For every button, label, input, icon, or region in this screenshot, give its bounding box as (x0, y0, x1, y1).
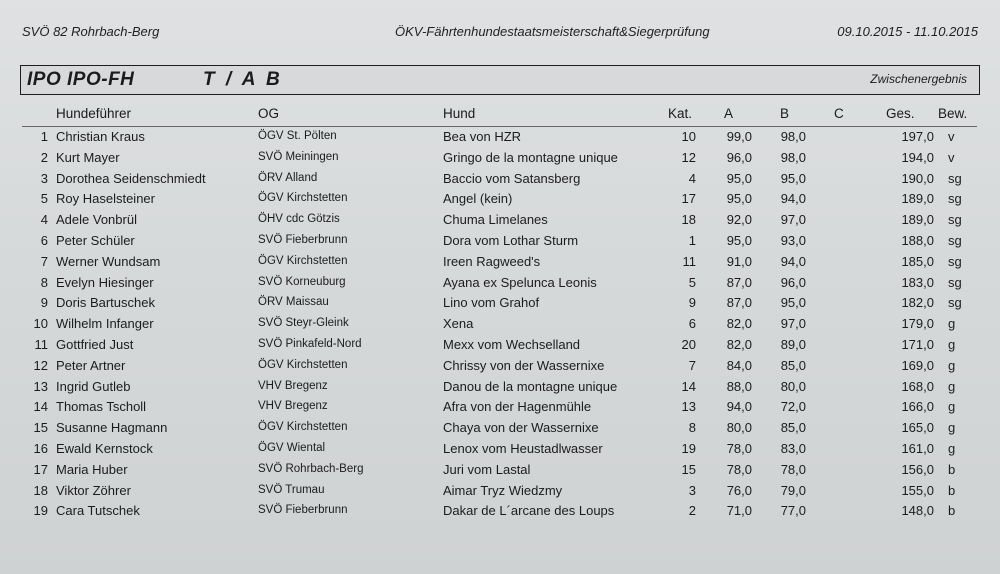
table-row (0, 379, 1000, 400)
category: 12 (681, 149, 696, 165)
dog-name: Mexx vom Wechselland (443, 337, 581, 352)
handler-name: Dorothea Seidenschmiedt (56, 170, 206, 186)
handler-name: Evelyn Hiesinger (56, 274, 154, 290)
score-b: 98,0 (780, 129, 806, 144)
table-row (0, 254, 1000, 275)
handler-name: Thomas Tscholl (56, 399, 147, 415)
col-bew: Bew. (938, 106, 968, 121)
club-og: VHV Bregenz (258, 379, 328, 392)
score-total: 182,0 (901, 295, 934, 311)
club-og: ÖGV St. Pölten (258, 130, 337, 142)
category: 11 (682, 253, 696, 269)
score-b: 85,0 (780, 357, 806, 373)
dog-name: Chaya von der Wassernixe (443, 420, 599, 436)
score-a: 94,0 (726, 399, 752, 415)
dog-name: Ayana ex Spelunca Leonis (443, 274, 597, 290)
rating: g (948, 316, 956, 332)
handler-name: Gottfried Just (56, 337, 134, 352)
score-b: 95,0 (780, 295, 806, 311)
table-row (0, 129, 1000, 150)
category: 13 (681, 399, 696, 415)
score-b: 85,0 (780, 420, 806, 436)
score-b: 97,0 (780, 212, 806, 228)
club-og: ÖGV Wiental (258, 442, 326, 454)
dog-name: Gringo de la montagne unique (443, 149, 618, 165)
rating: g (948, 357, 956, 373)
rank-number: 12 (33, 357, 48, 373)
table-row (0, 191, 1000, 212)
rating: sg (948, 253, 962, 269)
club-og: ÖGV Kirchstetten (258, 421, 348, 434)
category: 19 (681, 441, 696, 456)
club-og: ÖGV Kirchstetten (258, 254, 348, 267)
score-total: 185,0 (901, 253, 934, 269)
handler-name: Susanne Hagmann (56, 420, 168, 436)
score-total: 189,0 (901, 191, 934, 207)
score-total: 169,0 (901, 357, 934, 373)
col-ges: Ges. (886, 106, 915, 121)
rating: g (948, 337, 956, 352)
handler-name: Adele Vonbrül (56, 212, 137, 228)
rank-number: 13 (33, 378, 48, 394)
category: 1 (688, 233, 696, 248)
rank-number: 14 (33, 399, 48, 415)
club-og: VHV Bregenz (258, 400, 328, 413)
score-b: 80,0 (780, 378, 806, 394)
score-a: 95,0 (726, 170, 752, 186)
score-total: 188,0 (901, 233, 934, 248)
dog-name: Danou de la montagne unique (443, 378, 618, 394)
table-row (0, 483, 1000, 504)
col-c: C (834, 106, 844, 121)
score-b: 78,0 (780, 461, 806, 477)
score-b: 94,0 (780, 253, 806, 269)
score-total: 190,0 (901, 170, 934, 186)
score-total: 171,0 (901, 337, 934, 352)
rating: g (948, 399, 956, 415)
table-row (0, 399, 1000, 420)
score-a: 92,0 (726, 212, 752, 228)
rating: g (948, 378, 956, 394)
category: 7 (688, 357, 696, 373)
score-b: 79,0 (780, 482, 806, 498)
handler-name: Peter Schüler (56, 233, 135, 248)
rank-number: 11 (34, 337, 48, 352)
handler-name: Kurt Mayer (56, 149, 120, 165)
score-b: 98,0 (780, 149, 806, 165)
score-b: 77,0 (780, 503, 806, 519)
handler-name: Ingrid Gutleb (56, 378, 131, 394)
col-og: OG (258, 106, 280, 121)
club-og: SVÖ Pinkafeld-Nord (258, 338, 362, 350)
table-row (0, 503, 1000, 524)
result-status: Zwischenergebnis (870, 72, 967, 86)
col-kat: Kat. (668, 106, 693, 121)
score-b: 93,0 (780, 233, 806, 248)
table-row (0, 295, 1000, 316)
score-b: 83,0 (780, 441, 806, 456)
table-row (0, 275, 1000, 296)
dog-name: Lenox vom Heustadlwasser (443, 441, 603, 456)
score-a: 95,0 (726, 233, 752, 248)
score-total: 161,0 (901, 441, 934, 456)
category: 2 (688, 503, 696, 519)
club-og: SVÖ Steyr-Gleink (258, 317, 349, 330)
table-row (0, 316, 1000, 337)
dog-name: Juri vom Lastal (443, 461, 531, 477)
score-total: 165,0 (901, 420, 934, 436)
dog-name: Lino vom Grahof (443, 295, 540, 311)
category: 3 (688, 482, 696, 498)
score-a: 76,0 (726, 482, 752, 498)
table-row (0, 171, 1000, 192)
dog-name: Angel (kein) (443, 191, 513, 207)
category: 14 (681, 378, 696, 394)
col-a: A (724, 106, 734, 121)
score-total: 168,0 (901, 378, 934, 394)
category: 6 (688, 316, 696, 332)
score-a: 78,0 (726, 461, 752, 477)
score-b: 96,0 (780, 274, 806, 290)
rating: sg (948, 170, 962, 186)
table-row (0, 337, 1000, 358)
club-og: SVÖ Rohrbach-Berg (258, 462, 364, 475)
handler-name: Christian Kraus (56, 129, 145, 144)
rating: g (948, 420, 956, 436)
rank-number: 18 (33, 482, 48, 498)
dog-name: Chrissy von der Wassernixe (443, 357, 605, 373)
table-row (0, 420, 1000, 441)
club-og: SVÖ Fieberbrunn (258, 234, 348, 246)
table-row (0, 441, 1000, 462)
class-title-box (20, 65, 980, 95)
score-total: 179,0 (901, 316, 934, 332)
rank-number: 5 (40, 191, 48, 207)
class-title: IPO IPO-FH (27, 69, 135, 90)
rating: b (948, 503, 956, 519)
club-og: ÖGV Kirchstetten (258, 192, 348, 205)
category: 9 (688, 295, 696, 311)
club-og: ÖHV cdc Götzis (258, 213, 340, 226)
score-total: 194,0 (901, 149, 934, 165)
score-b: 89,0 (780, 337, 806, 352)
col-dog: Hund (443, 106, 476, 121)
group-title: T / A B (203, 69, 283, 90)
handler-name: Maria Huber (56, 461, 128, 477)
handler-name: Doris Bartuschek (56, 295, 155, 311)
score-a: 82,0 (726, 316, 752, 332)
category: 15 (681, 461, 696, 477)
score-total: 148,0 (901, 503, 934, 519)
table-row (0, 233, 1000, 254)
rating: sg (948, 191, 962, 207)
rating: v (948, 129, 955, 144)
rating: v (948, 149, 955, 165)
score-total: 166,0 (901, 399, 934, 415)
handler-name: Peter Artner (56, 357, 126, 373)
category: 20 (681, 337, 696, 352)
table-row (0, 358, 1000, 379)
event-title: ÖKV-Fährtenhundestaatsmeisterschaft&Siegerprüfung (395, 24, 710, 39)
score-total: 189,0 (901, 212, 934, 228)
handler-name: Viktor Zöhrer (56, 482, 131, 498)
club-og: ÖRV Maissau (258, 296, 329, 309)
club-name: SVÖ 82 Rohrbach-Berg (22, 24, 160, 39)
rating: sg (948, 295, 962, 311)
rank-number: 4 (40, 212, 48, 228)
handler-name: Ewald Kernstock (56, 441, 153, 456)
score-total: 156,0 (901, 461, 934, 477)
rank-number: 16 (33, 441, 48, 456)
score-a: 71,0 (726, 503, 752, 519)
score-a: 95,0 (726, 191, 752, 207)
dog-name: Baccio vom Satansberg (443, 170, 581, 186)
dog-name: Dakar de L´arcane des Loups (443, 503, 615, 519)
rank-number: 15 (33, 420, 48, 436)
score-a: 96,0 (726, 149, 752, 165)
score-a: 78,0 (726, 441, 752, 456)
rank-number: 10 (33, 316, 48, 332)
score-total: 197,0 (901, 129, 934, 144)
header-rule (22, 126, 977, 127)
rank-number: 3 (40, 170, 48, 186)
handler-name: Cara Tutschek (56, 503, 140, 519)
score-b: 95,0 (780, 170, 806, 186)
category: 10 (681, 129, 696, 144)
rating: sg (948, 212, 962, 228)
handler-name: Wilhelm Infanger (56, 316, 154, 332)
dog-name: Afra von der Hagenmühle (443, 399, 592, 415)
score-a: 82,0 (726, 337, 752, 352)
club-og: SVÖ Meiningen (258, 150, 339, 163)
club-og: SVÖ Trumau (258, 483, 325, 496)
col-b: B (780, 106, 790, 121)
rating: b (948, 461, 956, 477)
score-b: 72,0 (780, 399, 806, 415)
rank-number: 19 (33, 503, 48, 519)
handler-name: Roy Haselsteiner (56, 191, 155, 207)
rating: g (948, 441, 956, 456)
dog-name: Chuma Limelanes (443, 212, 548, 228)
category: 17 (681, 191, 696, 207)
rating: b (948, 482, 956, 498)
score-a: 91,0 (726, 253, 752, 269)
dog-name: Dora vom Lothar Sturm (443, 233, 579, 248)
club-og: ÖGV Kirchstetten (258, 358, 348, 371)
table-row (0, 212, 1000, 233)
score-b: 94,0 (780, 191, 806, 207)
category: 5 (688, 274, 696, 290)
category: 4 (688, 170, 696, 186)
rank-number: 2 (40, 149, 48, 165)
rank-number: 6 (40, 233, 48, 248)
rating: sg (948, 274, 962, 290)
club-og: SVÖ Fieberbrunn (258, 504, 348, 517)
table-row (0, 150, 1000, 171)
dog-name: Aimar Tryz Wiedzmy (443, 482, 563, 498)
rank-number: 17 (33, 461, 48, 477)
club-og: ÖRV Alland (258, 171, 318, 184)
score-a: 80,0 (726, 420, 752, 436)
score-total: 183,0 (901, 274, 934, 290)
club-og: SVÖ Korneuburg (258, 275, 346, 288)
rank-number: 8 (40, 274, 48, 290)
rank-number: 9 (40, 295, 48, 311)
category: 18 (681, 212, 696, 228)
dog-name: Xena (443, 316, 474, 332)
score-a: 99,0 (726, 129, 752, 144)
score-a: 88,0 (726, 378, 752, 394)
score-a: 87,0 (726, 295, 752, 311)
category: 8 (688, 420, 696, 436)
dog-name: Bea von HZR (443, 129, 522, 144)
score-b: 97,0 (780, 316, 806, 332)
rank-number: 1 (40, 129, 48, 144)
score-total: 155,0 (901, 482, 934, 498)
rank-number: 7 (40, 253, 48, 269)
dog-name: Ireen Ragweed's (443, 253, 541, 269)
table-row (0, 462, 1000, 483)
score-a: 87,0 (726, 274, 752, 290)
rating: sg (948, 233, 962, 248)
score-a: 84,0 (726, 357, 752, 373)
col-handler: Hundeführer (56, 106, 132, 121)
event-dates: 09.10.2015 - 11.10.2015 (837, 24, 978, 39)
handler-name: Werner Wundsam (56, 253, 161, 269)
